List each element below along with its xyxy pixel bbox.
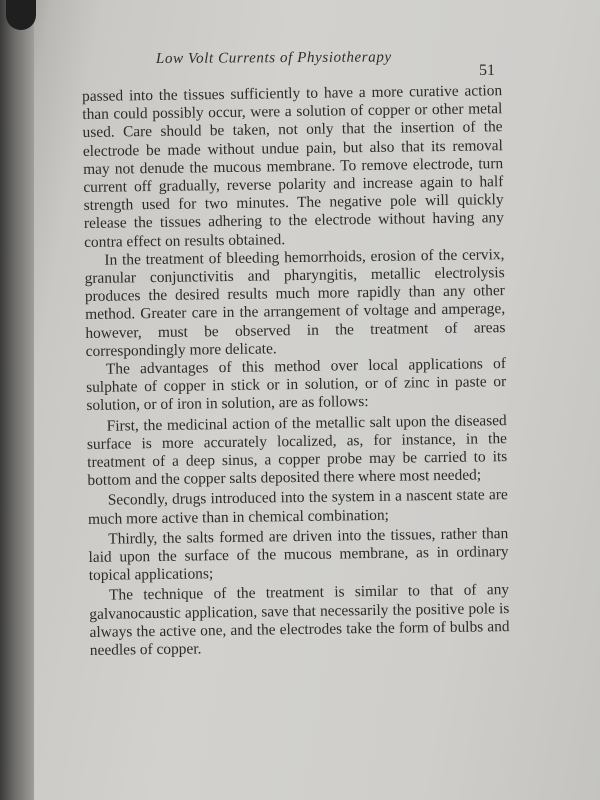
paragraph-metallic-electrolysis: In the treatment of bleeding hemorrhoids, erosion of the cervix, granular conjunctivitis and pharyngitis, metallic electrolysis produces the desired results much more rapidly than any other method. Greater care in the arrangement of voltage and amperage, however, must be observed in the treatment of areas correspondingly more delicate. xyxy=(84,245,506,360)
body-text xyxy=(82,82,510,660)
page-number: 51 xyxy=(479,62,495,79)
paragraph-electrode-removal: passed into the tissues sufficiently to have a more curative action than could possibly occur, were a solution of copper or other metal used. Care should be taken, not only that the insertion of the electrode be made without undue pain, but also that its removal may not denude the mucous membrane. To remove electrode, turn current off gradually, reverse polarity and increase again to half strength used for two minutes. The negative pole will quickly release the tissues adhering to the electrode without having any contra effect on results obtained. xyxy=(82,82,504,251)
binding-corner-shadow xyxy=(6,0,36,30)
paragraph-technique: The technique of the treatment is similar to that of any galvanocaustic application, save that necessarily the positive pole is always the active one, and the electrodes take the form of bulbs and needles of copper. xyxy=(89,581,510,660)
paragraph-third-advantage: Thirdly, the salts formed are driven into the tissues, rather than laid upon the surface of the mucous membrane, as in ordinary topical applications; xyxy=(88,524,509,585)
book-binding xyxy=(0,0,34,800)
paragraph-second-advantage: Secondly, drugs introduced into the system in a nascent state are much more active than in chemical combination; xyxy=(87,486,508,528)
paragraph-advantages: The advantages of this method over local applications of sulphate of copper in stick or in solution, or of zinc in paste or solution, or of iron in solution, are as follows: xyxy=(86,355,507,415)
paragraph-first-advantage: First, the medicinal action of the metallic salt upon the diseased surface is more accurately localized, as, for instance, in the treatment of a deep sinus, a copper probe may be carried to its bottom and the copper salts deposited there where most needed; xyxy=(86,411,508,490)
running-head: Low Volt Currents of Physiotherapy xyxy=(155,49,392,68)
